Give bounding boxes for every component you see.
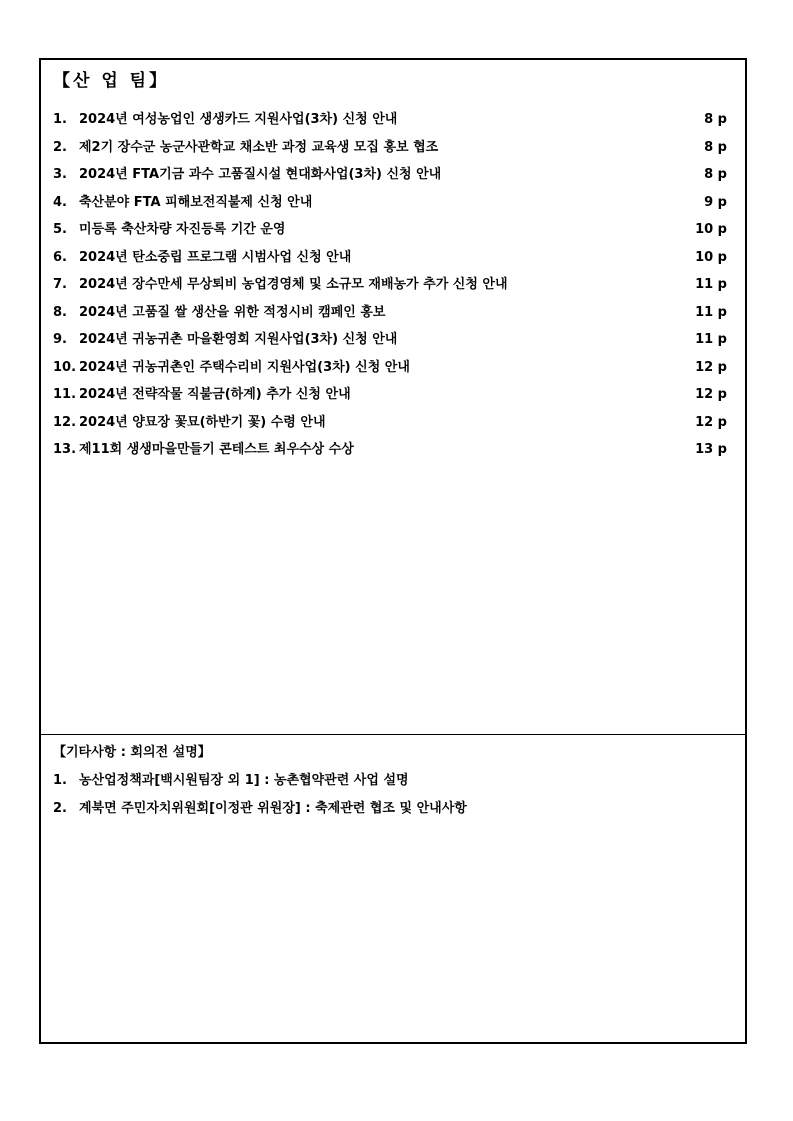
item-page: 13 p: [695, 442, 727, 457]
item-number: 6.: [53, 249, 67, 265]
agenda-item: [41, 271, 745, 299]
notes-list: [41, 767, 745, 823]
item-number: 11.: [53, 387, 77, 402]
note-number: 2.: [53, 801, 67, 816]
item-text: 축산분야 FTA 피해보전직불제 신청 안내: [79, 194, 313, 210]
item-number: 12.: [53, 414, 77, 430]
other-matters-section: [41, 735, 745, 1042]
item-text: 2024년 고품질 쌀 생산을 위한 적정시비 캠페인 홍보: [79, 304, 386, 320]
agenda-item: [41, 134, 745, 162]
item-page: 11 p: [695, 277, 727, 292]
item-page: 10 p: [695, 249, 727, 265]
section-title: 【산 업 팀】: [53, 71, 170, 91]
item-page: 11 p: [695, 332, 727, 347]
item-number: 2.: [53, 139, 67, 155]
item-text: 제11회 생생마을만들기 콘테스트 최우수상 수상: [79, 442, 354, 457]
agenda-box: [39, 58, 747, 1044]
item-text: 제2기 장수군 농군사관학교 채소반 과정 교육생 모집 홍보 협조: [79, 139, 439, 155]
item-number: 3.: [53, 167, 67, 182]
item-number: 13.: [53, 442, 77, 457]
item-page: 8 p: [704, 139, 727, 155]
agenda-item: [41, 216, 745, 244]
item-text: 미등록 축산차량 자진등록 기간 운영: [79, 222, 286, 237]
agenda-item: [41, 161, 745, 189]
item-page: 12 p: [695, 359, 727, 375]
item-page: 8 p: [704, 167, 727, 182]
item-number: 10.: [53, 359, 77, 375]
section-title: 【기타사항 : 회의전 설명】: [53, 745, 211, 760]
agenda-item: [41, 409, 745, 437]
item-text: 2024년 FTA기금 과수 고품질시설 현대화사업(3차) 신청 안내: [79, 167, 442, 182]
item-number: 9.: [53, 332, 67, 347]
note-text: 농산업정책과[백시원팀장 외 1] : 농촌협약관련 사업 설명: [79, 773, 409, 788]
item-page: 8 p: [704, 112, 727, 127]
note-text: 계북면 주민자치위원회[이정관 위원장] : 축제관련 협조 및 안내사항: [79, 801, 467, 816]
item-page: 12 p: [695, 387, 727, 402]
item-text: 2024년 귀농귀촌인 주택수리비 지원사업(3차) 신청 안내: [79, 359, 410, 375]
item-number: 8.: [53, 304, 67, 320]
note-item: [41, 767, 745, 795]
agenda-item: [41, 106, 745, 134]
agenda-item: [41, 299, 745, 327]
item-page: 10 p: [695, 222, 727, 237]
agenda-item: [41, 244, 745, 272]
item-text: 2024년 탄소중립 프로그램 시범사업 신청 안내: [79, 249, 352, 265]
item-text: 2024년 장수만세 무상퇴비 농업경영체 및 소규모 재배농가 추가 신청 안내: [79, 277, 508, 292]
note-item: [41, 795, 745, 823]
agenda-item: [41, 436, 745, 464]
industry-team-section: [41, 60, 745, 735]
item-page: 9 p: [704, 194, 727, 210]
item-text: 2024년 전략작물 직불금(하계) 추가 신청 안내: [79, 387, 351, 402]
item-text: 2024년 여성농업인 생생카드 지원사업(3차) 신청 안내: [79, 112, 398, 127]
item-number: 4.: [53, 194, 67, 210]
item-number: 7.: [53, 277, 67, 292]
agenda-item: [41, 326, 745, 354]
item-page: 12 p: [695, 414, 727, 430]
item-text: 2024년 귀농귀촌 마을환영회 지원사업(3차) 신청 안내: [79, 332, 398, 347]
item-text: 2024년 양묘장 꽃묘(하반기 꽃) 수령 안내: [79, 414, 326, 430]
item-number: 1.: [53, 112, 67, 127]
item-page: 11 p: [695, 304, 727, 320]
item-number: 5.: [53, 222, 67, 237]
agenda-item: [41, 354, 745, 382]
agenda-list: [41, 106, 745, 464]
agenda-item: [41, 381, 745, 409]
agenda-item: [41, 189, 745, 217]
note-number: 1.: [53, 773, 67, 788]
